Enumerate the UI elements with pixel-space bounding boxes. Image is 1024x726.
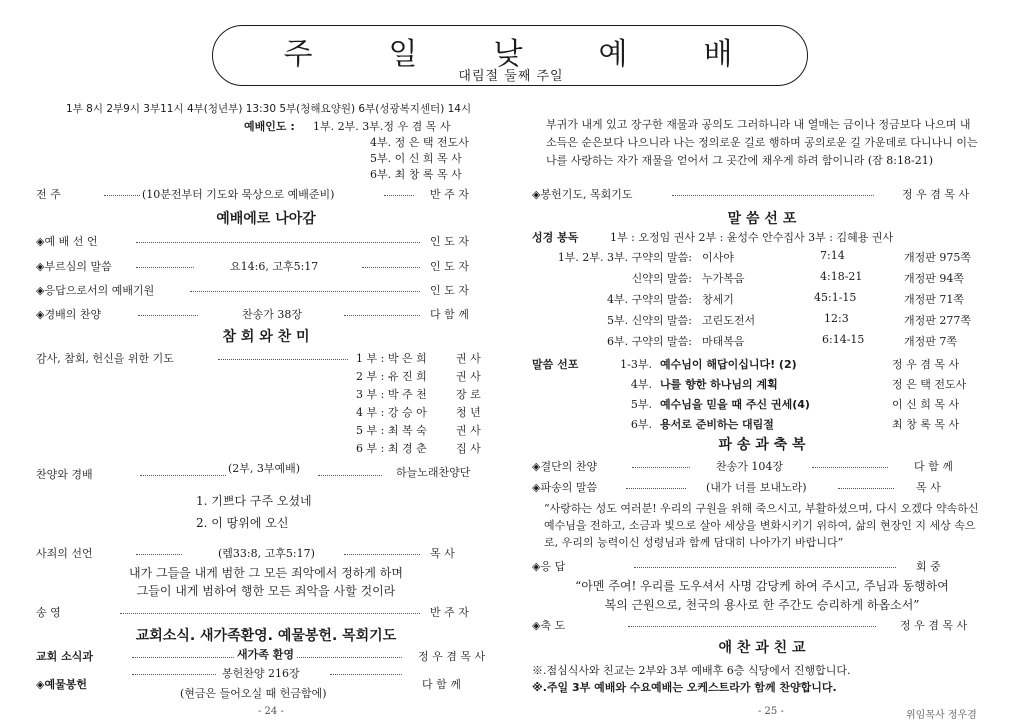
offering-prayer-label: ◈봉헌기도, 목회기도 <box>532 188 633 201</box>
praise-label: 찬양와 경배 <box>36 468 93 481</box>
doxology-person: 반 주 자 <box>430 606 469 619</box>
prayer-part-2: 2 부 : 유 진 희 <box>356 370 427 383</box>
section-heading-news: 교회소식. 새가족환영. 예물봉헌. 목회기도 <box>135 628 397 644</box>
page-subtitle: 대림절 둘째 주일 <box>458 69 564 84</box>
praise-person: 하늘노래찬양단 <box>396 466 471 479</box>
section-heading-word: 말 씀 선 포 <box>727 211 797 227</box>
reading-book-3: 창세기 <box>702 293 734 306</box>
sermon-preacher-1: 정 우 겸 목 사 <box>892 358 960 371</box>
sermon-title-3: 예수님을 믿을 때 주신 권세(4) <box>660 398 810 411</box>
prayer-role-1: 권 사 <box>456 352 481 365</box>
dotted-leader <box>132 674 216 675</box>
prayer-part-6: 6 부 : 최 경 춘 <box>356 442 427 455</box>
offering-prayer-person: 정 우 겸 목 사 <box>902 188 970 201</box>
reading-page-4: 개정판 277쪽 <box>904 314 971 327</box>
item-detail-hymn: 찬송가 38장 <box>242 308 302 321</box>
reading-ref-2: 4:18-21 <box>820 270 863 283</box>
dotted-leader <box>190 291 420 292</box>
leader-line-4: 6부. 최 창 록 목 사 <box>370 168 462 181</box>
dotted-leader <box>318 475 382 476</box>
leader-line-1: 1부. 2부. 3부.정 우 겸 목 사 <box>313 120 451 133</box>
reading-ref-1: 7:14 <box>820 249 845 262</box>
reading-ref-4: 12:3 <box>824 312 849 325</box>
prayer-part-5: 5 부 : 최 복 숙 <box>356 424 427 437</box>
item-label-invocation: ◈부르심의 말씀 <box>36 260 112 273</box>
dotted-leader <box>120 613 420 614</box>
dotted-leader <box>138 315 198 316</box>
prelude-detail: (10분전부터 기도와 묵상으로 예배준비) <box>142 188 335 201</box>
reading-readers: 1부 : 오정임 권사 2부 : 윤성수 안수집사 3부 : 김혜용 권사 <box>610 231 894 244</box>
page-number-left: - 24 - <box>258 706 284 717</box>
reading-page-2: 개정판 94쪽 <box>904 272 964 285</box>
sending-word-person: 목 사 <box>916 481 941 494</box>
item-label-call: ◈예 배 선 언 <box>36 235 98 248</box>
reading-part-1: 1부. 2부. 3부. 구약의 말씀: <box>557 251 692 264</box>
page-number-right: - 25 - <box>758 706 784 717</box>
pastor-signature: 위임목사 정우겸 <box>906 710 977 721</box>
reading-book-4: 고린도전서 <box>702 314 756 327</box>
song-2: 2. 이 땅위에 오신 <box>196 516 289 530</box>
leader-line-2: 4부. 정 은 택 전도사 <box>370 136 469 149</box>
offering-note: (현금은 들어오실 때 헌금함에) <box>180 687 327 700</box>
dotted-leader <box>672 195 874 196</box>
response-line-2: 복의 근원으로, 천국의 용사로 한 주간도 승리하게 하옵소서” <box>604 598 920 612</box>
declaration-line-2: 그들이 내게 범하여 행한 모든 죄악을 사할 것이라 <box>136 584 396 598</box>
declaration-detail: (렘33:8, 고후5:17) <box>218 547 315 560</box>
sending-word-detail: (내가 너를 보내노라) <box>706 481 807 494</box>
sermon-preacher-4: 최 창 록 목 사 <box>892 418 960 431</box>
sending-word-label: ◈파송의 말씀 <box>532 481 598 494</box>
dotted-leader <box>838 488 894 489</box>
decision-person: 다 함 께 <box>914 460 953 473</box>
service-schedule: 1부 8시 2부9시 3부11시 4부(청년부) 13:30 5부(청해요양원) 6부(성광복지센터) 14시 <box>66 103 472 115</box>
offering-detail: 봉헌찬양 216장 <box>222 667 300 680</box>
scripture-quote: 부귀가 내게 있고 장구한 재물과 공의도 그러하니라 내 열매는 금이나 정금보다 나으며 내 소득은 순은보다 나으니라 나는 정의로운 길로 행하며 공의로운 길 가운데로 다니나니 이는 나를 사랑하는 자가 재물을 얻어서 그 곳간에 채우게 하려 함이니라 (잠 8:18-21) <box>546 118 978 167</box>
dotted-leader <box>362 267 420 268</box>
blessing-person: 정 우 겸 목 사 <box>900 619 968 632</box>
prayer-role-4: 청 년 <box>456 406 481 419</box>
notice-1: ※.점심식사와 친교는 2부와 3부 예배후 6층 식당에서 진행합니다. <box>532 664 851 677</box>
dotted-leader <box>626 488 686 489</box>
offering-person: 다 함 께 <box>422 678 461 691</box>
dotted-leader <box>218 359 348 360</box>
song-1: 1. 기쁘다 구주 오셨네 <box>196 494 312 508</box>
offering-label: ◈예물봉헌 <box>36 678 87 691</box>
reading-label: 성경 봉독 <box>532 231 579 244</box>
response-person: 회 중 <box>916 560 941 573</box>
news-person: 정 우 겸 목 사 <box>418 650 486 663</box>
confession-label: 감사, 참회, 헌신을 위한 기도 <box>36 352 174 365</box>
prayer-part-1: 1 부 : 박 은 희 <box>356 352 427 365</box>
reading-ref-3: 45:1-15 <box>814 291 857 304</box>
reading-ref-5: 6:14-15 <box>822 333 865 346</box>
item-detail-invocation: 요14:6, 고후5:17 <box>230 260 319 273</box>
dotted-leader <box>140 475 226 476</box>
declaration-line-1: 내가 그들을 내게 범한 그 모든 죄악에서 정하게 하며 <box>129 566 403 580</box>
reading-part-2: 신약의 말씀: <box>631 272 692 285</box>
sermon-part-3: 5부. <box>630 398 652 411</box>
dotted-leader <box>344 315 420 316</box>
item-person-hymn: 다 함 께 <box>430 308 469 321</box>
reading-page-5: 개정판 7쪽 <box>904 335 957 348</box>
notice-2: ※.주일 3부 예배와 수요예배는 오케스트라가 함께 찬양합니다. <box>532 681 837 694</box>
news-label: 교회 소식과 <box>36 650 93 663</box>
section-heading-sending: 파 송 과 축 복 <box>718 437 806 453</box>
reading-book-2: 누가복음 <box>702 272 745 285</box>
prelude-label: 전 주 <box>36 188 61 201</box>
dotted-leader <box>812 467 888 468</box>
prelude-person: 반 주 자 <box>430 188 469 201</box>
declaration-person: 목 사 <box>430 547 455 560</box>
prayer-role-6: 집 사 <box>456 442 481 455</box>
item-label-hymn: ◈경배의 찬양 <box>36 308 102 321</box>
leader-line-3: 5부. 이 신 희 목 사 <box>370 152 462 165</box>
dotted-leader <box>136 554 182 555</box>
decision-detail: 찬송가 104장 <box>716 460 783 473</box>
sermon-title-2: 나를 향한 하나님의 계획 <box>660 378 778 391</box>
section-heading-fellowship: 애 찬 과 친 교 <box>718 640 806 656</box>
reading-part-3: 4부. 구약의 말씀: <box>607 293 692 306</box>
section-heading-confession: 참 회 와 찬 미 <box>222 329 310 345</box>
reading-part-4: 5부. 신약의 말씀: <box>607 314 692 327</box>
sermon-preacher-2: 정 은 택 전도사 <box>892 378 967 391</box>
dotted-leader <box>384 195 414 196</box>
item-person-invocation: 인 도 자 <box>430 260 469 273</box>
sermon-label: 말씀 선포 <box>532 358 579 371</box>
news-detail: 새가족 환영 <box>234 646 297 662</box>
prayer-role-5: 권 사 <box>456 424 481 437</box>
sending-quote: “사랑하는 성도 여러분! 우리의 구원을 위해 죽으시고, 부활하셨으며, 다시 오겠다 약속하신 예수님을 전하고, 소금과 빛으로 살아 세상을 변화시키기 위하여, 삶의 현장인 지 세상 속으로, 우리의 능력이신 성령님과 함께 담대히 나아가기 바랍니다” <box>544 502 979 549</box>
sermon-title-4: 용서로 준비하는 대림절 <box>660 418 774 431</box>
prayer-role-2: 권 사 <box>456 370 481 383</box>
dotted-leader <box>136 242 420 243</box>
praise-detail: (2부, 3부예배) <box>228 462 301 475</box>
prayer-role-3: 장 로 <box>456 388 481 401</box>
dotted-leader <box>136 267 194 268</box>
title-box <box>212 25 808 86</box>
sermon-part-1: 1-3부. <box>620 358 652 371</box>
item-person-prayer: 인 도 자 <box>430 284 469 297</box>
dotted-leader <box>330 674 402 675</box>
blessing-label: ◈축 도 <box>532 619 566 632</box>
doxology-label: 송 영 <box>36 606 61 619</box>
sermon-preacher-3: 이 신 희 목 사 <box>892 398 960 411</box>
item-label-prayer: ◈응답으로서의 예배기원 <box>36 284 155 297</box>
sermon-part-4: 6부. <box>630 418 652 431</box>
dotted-leader <box>634 567 896 568</box>
sermon-title-1: 예수님이 해답이십니다! (2) <box>660 358 797 371</box>
dotted-leader <box>344 554 420 555</box>
leader-label: 예배인도 : <box>244 120 295 133</box>
reading-book-5: 마태복음 <box>702 335 745 348</box>
dotted-leader <box>104 195 140 196</box>
dotted-leader <box>632 467 690 468</box>
response-label: ◈응 답 <box>532 560 566 573</box>
prayer-part-3: 3 부 : 박 주 천 <box>356 388 427 401</box>
reading-page-1: 개정판 975쪽 <box>904 251 971 264</box>
reading-part-5: 6부. 구약의 말씀: <box>607 335 692 348</box>
prayer-part-4: 4 부 : 강 승 아 <box>356 406 427 419</box>
sermon-part-2: 4부. <box>630 378 652 391</box>
reading-page-3: 개정판 71쪽 <box>904 293 964 306</box>
declaration-label: 사죄의 선언 <box>36 547 93 560</box>
dotted-leader <box>628 626 876 627</box>
section-heading-approach: 예배에로 나아감 <box>216 211 316 227</box>
item-person-call: 인 도 자 <box>430 235 469 248</box>
decision-label: ◈결단의 찬양 <box>532 460 598 473</box>
reading-book-1: 이사야 <box>702 251 734 264</box>
page-title: 주일낮예배 <box>283 37 809 72</box>
response-line-1: “아멘 주여! 우리를 도우셔서 사명 감당케 하여 주시고, 주님과 동행하여 <box>575 579 949 593</box>
